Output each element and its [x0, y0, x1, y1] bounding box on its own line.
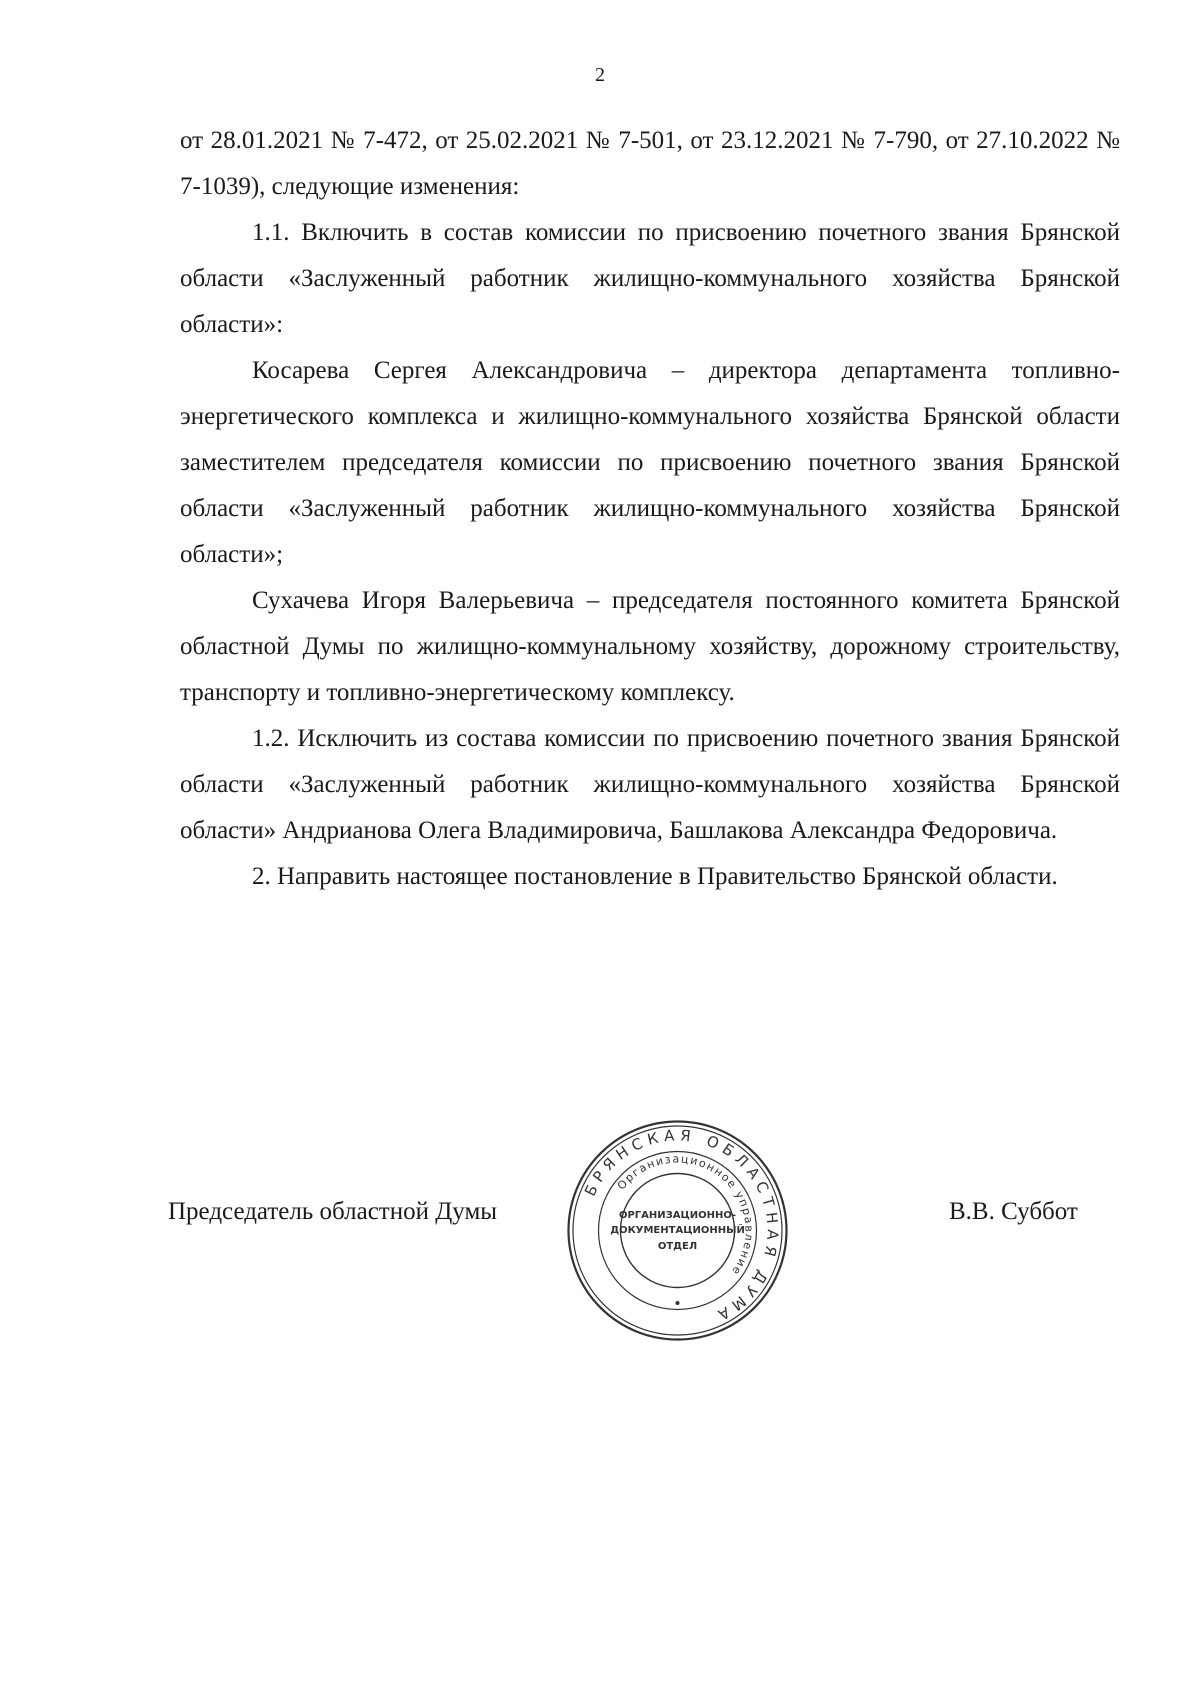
official-stamp [565, 1118, 790, 1343]
paragraph-kosarev: Косарева Сергея Александровича – директора департамента топливно-энергетического комплекса и жилищно-коммунального хозяйства Брянской области заместителем председателя комиссии по присвоению почетного звания Брянской области «Заслуженный работник жилищно-коммунального хозяйства Брянской области»; [180, 357, 1120, 568]
paragraph-clause-1-1: 1.1. Включить в состав комиссии по присвоению почетного звания Брянской области «Заслуженный работник жилищно-коммунального хозяйства Брянской области»: [180, 219, 1120, 338]
paragraph-clause-1-2: 1.2. Исключить из состава комиссии по присвоению почетного звания Брянской области «Заслуженный работник жилищно-коммунального хозяйства Брянской области» Андрианова Олега Владимировича, Башлакова Александра Федоровича. [180, 725, 1120, 844]
page-number: 2 [595, 64, 605, 86]
document-body [180, 118, 1120, 900]
signature-signer-name: В.В. Суббот [949, 1198, 1078, 1225]
signature-position-title: Председатель областной Думы [168, 1198, 498, 1225]
paragraph-sukhachev: Сухачева Игоря Валерьевича – председателя постоянного комитета Брянской областной Думы по жилищно-коммунальному хозяйству, дорожному строительству, транспорту и топливно-энергетическому комплексу. [180, 587, 1120, 706]
stamp-outer-text: БРЯНСКАЯ ОБЛАСТНАЯ ДУМА [580, 1126, 782, 1327]
paragraph-amendments-intro: от 28.01.2021 № 7-472, от 25.02.2021 № 7-501, от 23.12.2021 № 7-790, от 27.10.2022 № 7-1039), следующие изменения: [180, 127, 1120, 200]
stamp-center-line-1: ОРГАНИЗАЦИОННО- [618, 1210, 737, 1221]
stamp-center-line-3: ОТДЕЛ [657, 1241, 698, 1252]
stamp-inner-text: Организационное управление [614, 1152, 756, 1279]
stamp-center-line-2: ДОКУМЕНТАЦИОННЫЙ [610, 1225, 745, 1236]
paragraph-clause-2: 2. Направить настоящее постановление в Правительство Брянской области. [252, 863, 1058, 890]
stamp-star-dot [676, 1301, 680, 1305]
